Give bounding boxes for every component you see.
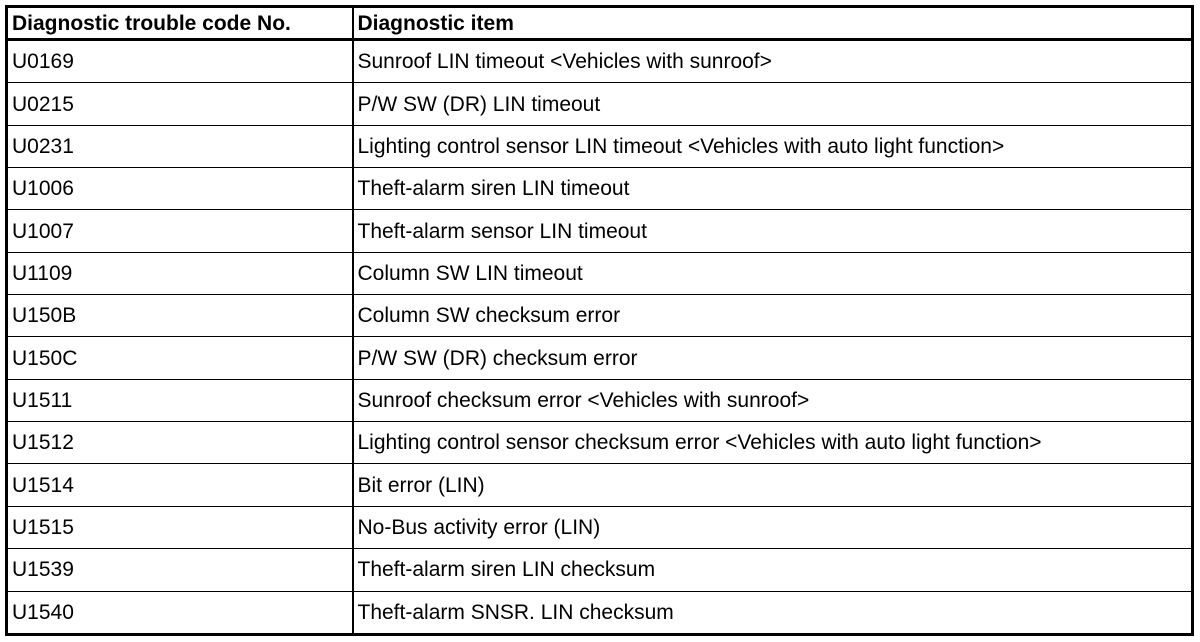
table-row [7,379,1193,421]
table-row [7,549,1193,591]
diagnostic-item-cell: Bit error (LIN) [353,464,1193,506]
diagnostic-item-cell: Lighting control sensor LIN timeout <Vehicles with auto light function> [353,125,1193,167]
dtc-code-cell: U1007 [7,210,353,252]
table-header-row [7,7,1193,40]
table-row [7,168,1193,210]
table-row [7,125,1193,167]
table-row [7,40,1193,83]
dtc-code-cell: U1511 [7,379,353,421]
table-row [7,83,1193,125]
dtc-code-cell: U0231 [7,125,353,167]
dtc-code-cell: U150B [7,295,353,337]
dtc-code-cell: U1539 [7,549,353,591]
diagnostic-item-cell: Lighting control sensor checksum error <Vehicles with auto light function> [353,422,1193,464]
diagnostic-item-cell: No-Bus activity error (LIN) [353,506,1193,548]
diagnostic-item-cell: P/W SW (DR) checksum error [353,337,1193,379]
dtc-code-cell: U1514 [7,464,353,506]
diagnostic-item-cell: P/W SW (DR) LIN timeout [353,83,1193,125]
diagnostic-item-cell: Theft-alarm sensor LIN timeout [353,210,1193,252]
header-dtc-number: Diagnostic trouble code No. [7,7,353,40]
dtc-code-cell: U150C [7,337,353,379]
diagnostic-item-cell: Column SW LIN timeout [353,252,1193,294]
dtc-code-cell: U1512 [7,422,353,464]
dtc-table [5,5,1194,636]
table-row [7,591,1193,635]
diagnostic-item-cell: Column SW checksum error [353,295,1193,337]
diagnostic-item-cell: Sunroof checksum error <Vehicles with sunroof> [353,379,1193,421]
table-row [7,464,1193,506]
dtc-code-cell: U1109 [7,252,353,294]
table-row [7,506,1193,548]
dtc-code-cell: U1515 [7,506,353,548]
dtc-code-cell: U0169 [7,40,353,83]
header-diagnostic-item: Diagnostic item [353,7,1193,40]
table-row [7,295,1193,337]
diagnostic-item-cell: Theft-alarm SNSR. LIN checksum [353,591,1193,635]
table-row [7,422,1193,464]
diagnostic-item-cell: Theft-alarm siren LIN checksum [353,549,1193,591]
diagnostic-item-cell: Theft-alarm siren LIN timeout [353,168,1193,210]
dtc-code-cell: U1540 [7,591,353,635]
table-row [7,337,1193,379]
diagnostic-item-cell: Sunroof LIN timeout <Vehicles with sunroof> [353,40,1193,83]
dtc-code-cell: U1006 [7,168,353,210]
table-row [7,210,1193,252]
table-row [7,252,1193,294]
dtc-code-cell: U0215 [7,83,353,125]
